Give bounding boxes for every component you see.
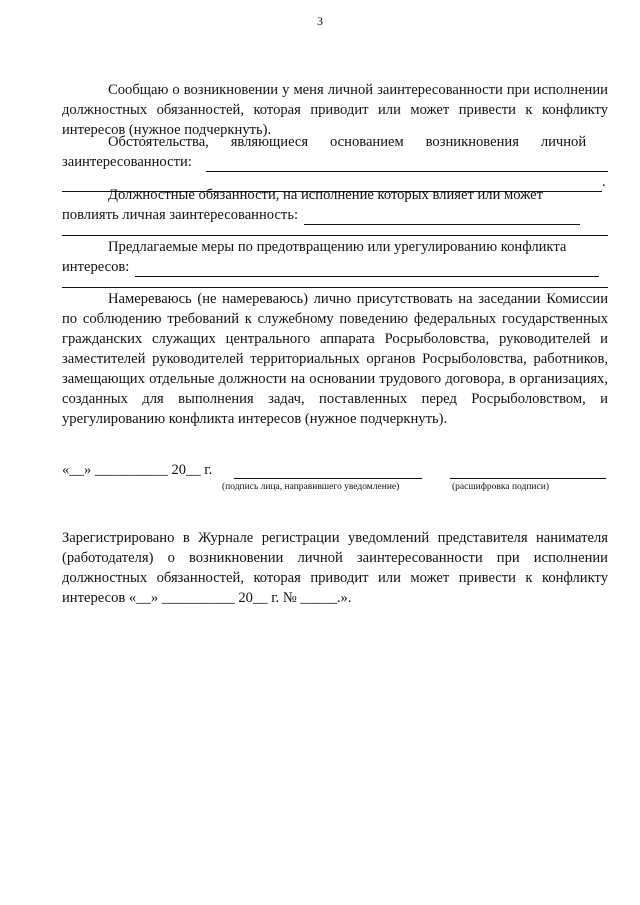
duties-input-line[interactable] (304, 210, 580, 225)
intro-paragraph: Сообщаю о возникновении у меня личной заинтересованности при исполнении должностных обязанностей, которая приводит или может привести к конфликту интересов (нужное подчеркнуть). (62, 82, 608, 138)
circumstances-input-line[interactable] (206, 157, 608, 172)
measures-input-line[interactable] (135, 262, 599, 277)
signature-line[interactable] (234, 478, 422, 479)
signature-block (62, 462, 608, 502)
circumstances-field-row (62, 152, 608, 172)
measures-field-row (62, 257, 608, 277)
registration-paragraph: Зарегистрировано в Журнале регистрации уведомлений представителя нанимателя (работодателя) о возникновении личной заинтересованности при исполнении должностных обязанностей, которая приводит или может привести к конфликту интересов «__» __________ 20__ г. № _____.». (62, 530, 608, 606)
duties-label: повлиять личная заинтересованность: (62, 207, 299, 223)
circumstances-extra-row: . (62, 172, 608, 192)
signature-caption: (подпись лица, направившего уведомление) (222, 482, 400, 492)
commission-paragraph: Намереваюсь (не намереваюсь) лично присутствовать на заседании Комиссии по соблюдению требований к служебному поведению федеральных государственных гражданских служащих центрального аппарата Росрыболовства, руководителей и заместителей руководителей территориальных органов Росрыболовства, работников, замещающих отдельные должности на основании трудового договора, в организациях, созданных для выполнения задач, поставленных перед Росрыболовством, и урегулированию конфликта интересов (нужное подчеркнуть). (62, 291, 608, 427)
signature-date: «__» __________ 20__ г. (62, 462, 213, 478)
duties-input-line-2[interactable] (62, 235, 608, 236)
circumstances-line: Обстоятельства, являющиеся основанием возникновения личной (108, 134, 587, 150)
decoding-caption: (расшифровка подписи) (452, 482, 549, 492)
signature-decoding-line[interactable] (450, 478, 606, 479)
measures-label: интересов: (62, 259, 130, 275)
circumstances-section (62, 132, 608, 192)
measures-section (62, 237, 608, 288)
duties-field-row (62, 205, 608, 225)
measures-input-line-2[interactable] (62, 287, 608, 288)
circumstances-label: заинтересованности: (62, 154, 192, 170)
page-number: 3 (317, 14, 323, 28)
duties-section (62, 185, 608, 236)
duties-line: Должностные обязанности, на исполнение которых влияет или может (108, 187, 543, 203)
measures-line: Предлагаемые меры по предотвращению или урегулированию конфликта (108, 239, 567, 255)
